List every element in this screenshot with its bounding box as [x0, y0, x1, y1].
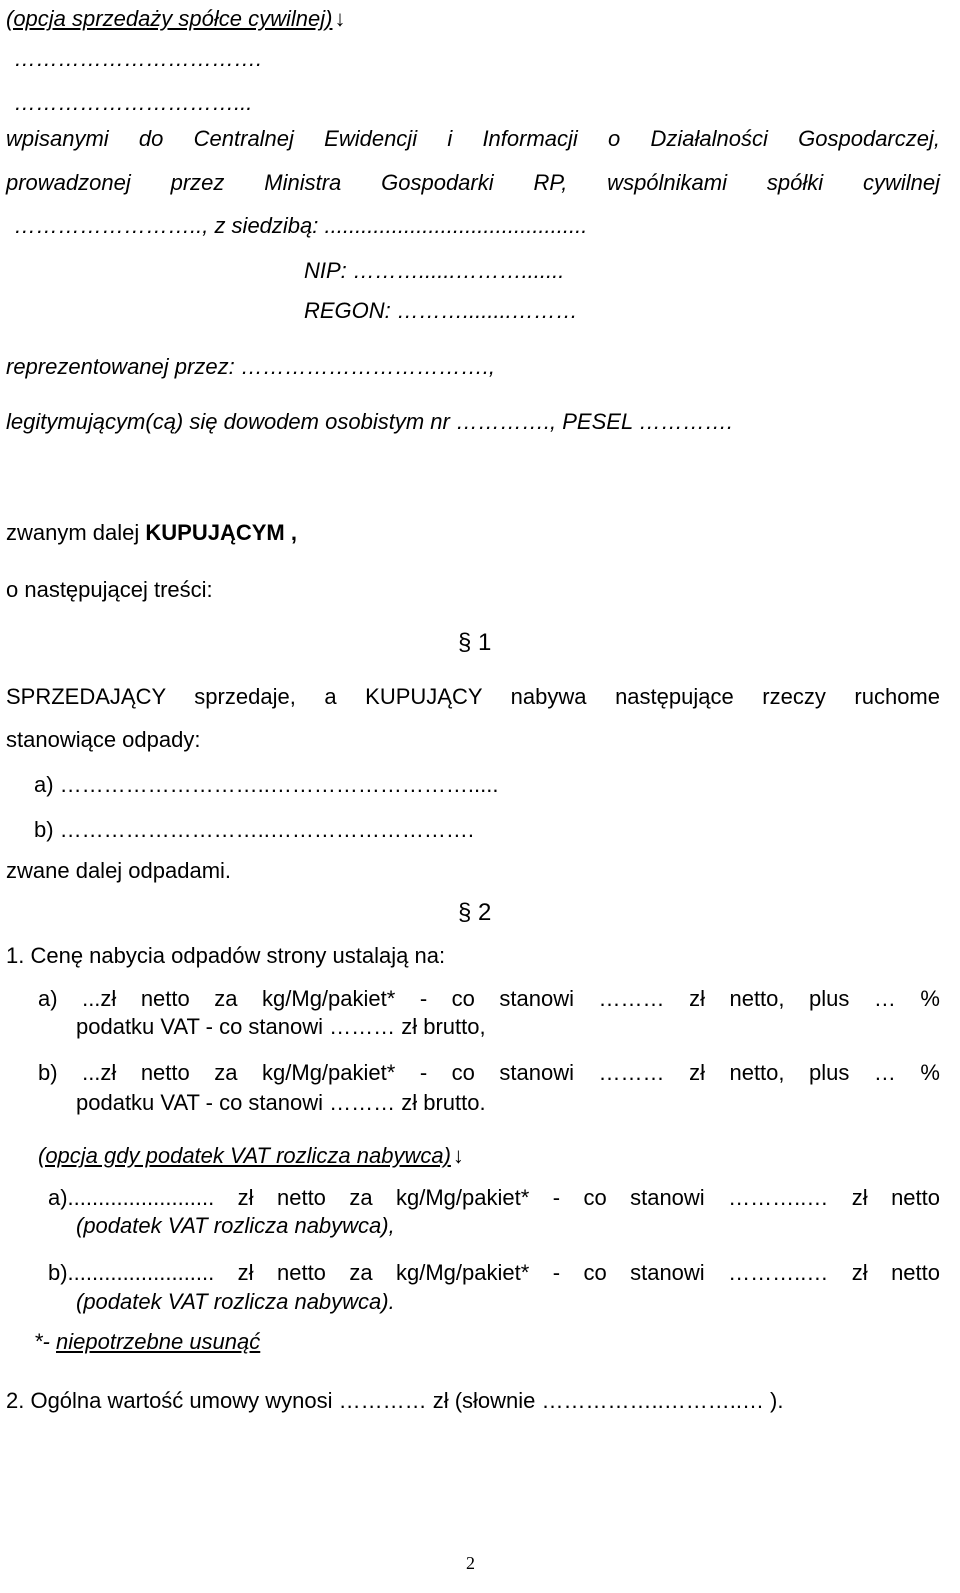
- dots-line-2: …………………………...: [14, 90, 253, 115]
- sale-option-heading: [6, 6, 345, 32]
- dots-line-1: …………………………….: [14, 46, 263, 71]
- waste-item-b: b) ………………………..……………………….: [34, 817, 475, 842]
- vat-option-label: (opcja gdy podatek VAT rozlicza nabywca): [38, 1143, 451, 1168]
- waste-designation: zwane dalej odpadami.: [6, 858, 232, 883]
- price-a-line-2: podatku VAT - co stanowi ……… zł brutto,: [76, 1014, 486, 1039]
- buyer-designation: [6, 520, 297, 546]
- sale-option-label: (opcja sprzedaży spółce cywilnej): [6, 6, 333, 31]
- content-intro: o następującej treści:: [6, 577, 213, 602]
- price-b-line-1: b) ...zł netto za kg/Mg/pakiet* - co stanowi ……… zł netto, plus … %: [38, 1060, 940, 1085]
- ceidg-line: wpisanymi do Centralnej Ewidencji i Informacji o Działalności Gospodarczej,: [6, 126, 940, 151]
- buyer-designation-prefix: zwanym dalej: [6, 520, 146, 545]
- id-document-line: legitymującym(cą) się dowodem osobistym nr …………., PESEL ………….: [6, 409, 734, 434]
- vat-price-a-line-1: a)........................ zł netto za kg/Mg/pakiet* - co stanowi ………..… zł netto: [48, 1185, 940, 1210]
- waste-item-a: a) ………………………..……………………….....: [34, 772, 499, 797]
- price-a-line-1: a) ...zł netto za kg/Mg/pakiet* - co stanowi ……… zł netto, plus … %: [38, 986, 940, 1011]
- footnote-text: niepotrzebne usunąć: [56, 1329, 261, 1354]
- vat-price-b-line-2: (podatek VAT rozlicza nabywca).: [76, 1289, 395, 1314]
- section-1-line-2: stanowiące odpady:: [6, 727, 201, 752]
- down-arrow-icon: ↓: [334, 6, 346, 31]
- buyer-designation-bold: KUPUJĄCYM ,: [145, 520, 297, 545]
- vat-option-heading: [38, 1143, 464, 1169]
- price-b-line-2: podatku VAT - co stanowi ……… zł brutto.: [76, 1090, 486, 1115]
- regon-line: REGON: ………........………: [304, 298, 578, 323]
- ministry-line: prowadzonej przez Ministra Gospodarki RP, wspólnikami spółki cywilnej: [6, 170, 940, 195]
- section-2-title: § 2: [458, 899, 492, 926]
- total-value-line: 2. Ogólna wartość umowy wynosi ………… zł (słownie ……………..………..… ).: [6, 1388, 784, 1413]
- page-number: 2: [466, 1553, 475, 1573]
- footnote: [34, 1329, 260, 1355]
- section-1-line-1: SPRZEDAJĄCY sprzedaje, a KUPUJĄCY nabywa następujące rzeczy ruchome: [6, 684, 940, 709]
- down-arrow-icon: ↓: [452, 1143, 464, 1168]
- representative-line: reprezentowanej przez: …………………………….,: [6, 354, 496, 379]
- footnote-prefix: *-: [34, 1329, 56, 1354]
- vat-price-a-line-2: (podatek VAT rozlicza nabywca),: [76, 1213, 395, 1238]
- siedziba-line: …………………….., z siedzibą: ...........................................: [14, 213, 588, 238]
- vat-price-b-line-1: b)........................ zł netto za kg/Mg/pakiet* - co stanowi ………..… zł netto: [48, 1260, 940, 1285]
- nip-line: NIP: ………......……….......: [304, 258, 565, 283]
- section-1-title: § 1: [458, 629, 492, 656]
- price-heading: 1. Cenę nabycia odpadów strony ustalają na:: [6, 943, 446, 968]
